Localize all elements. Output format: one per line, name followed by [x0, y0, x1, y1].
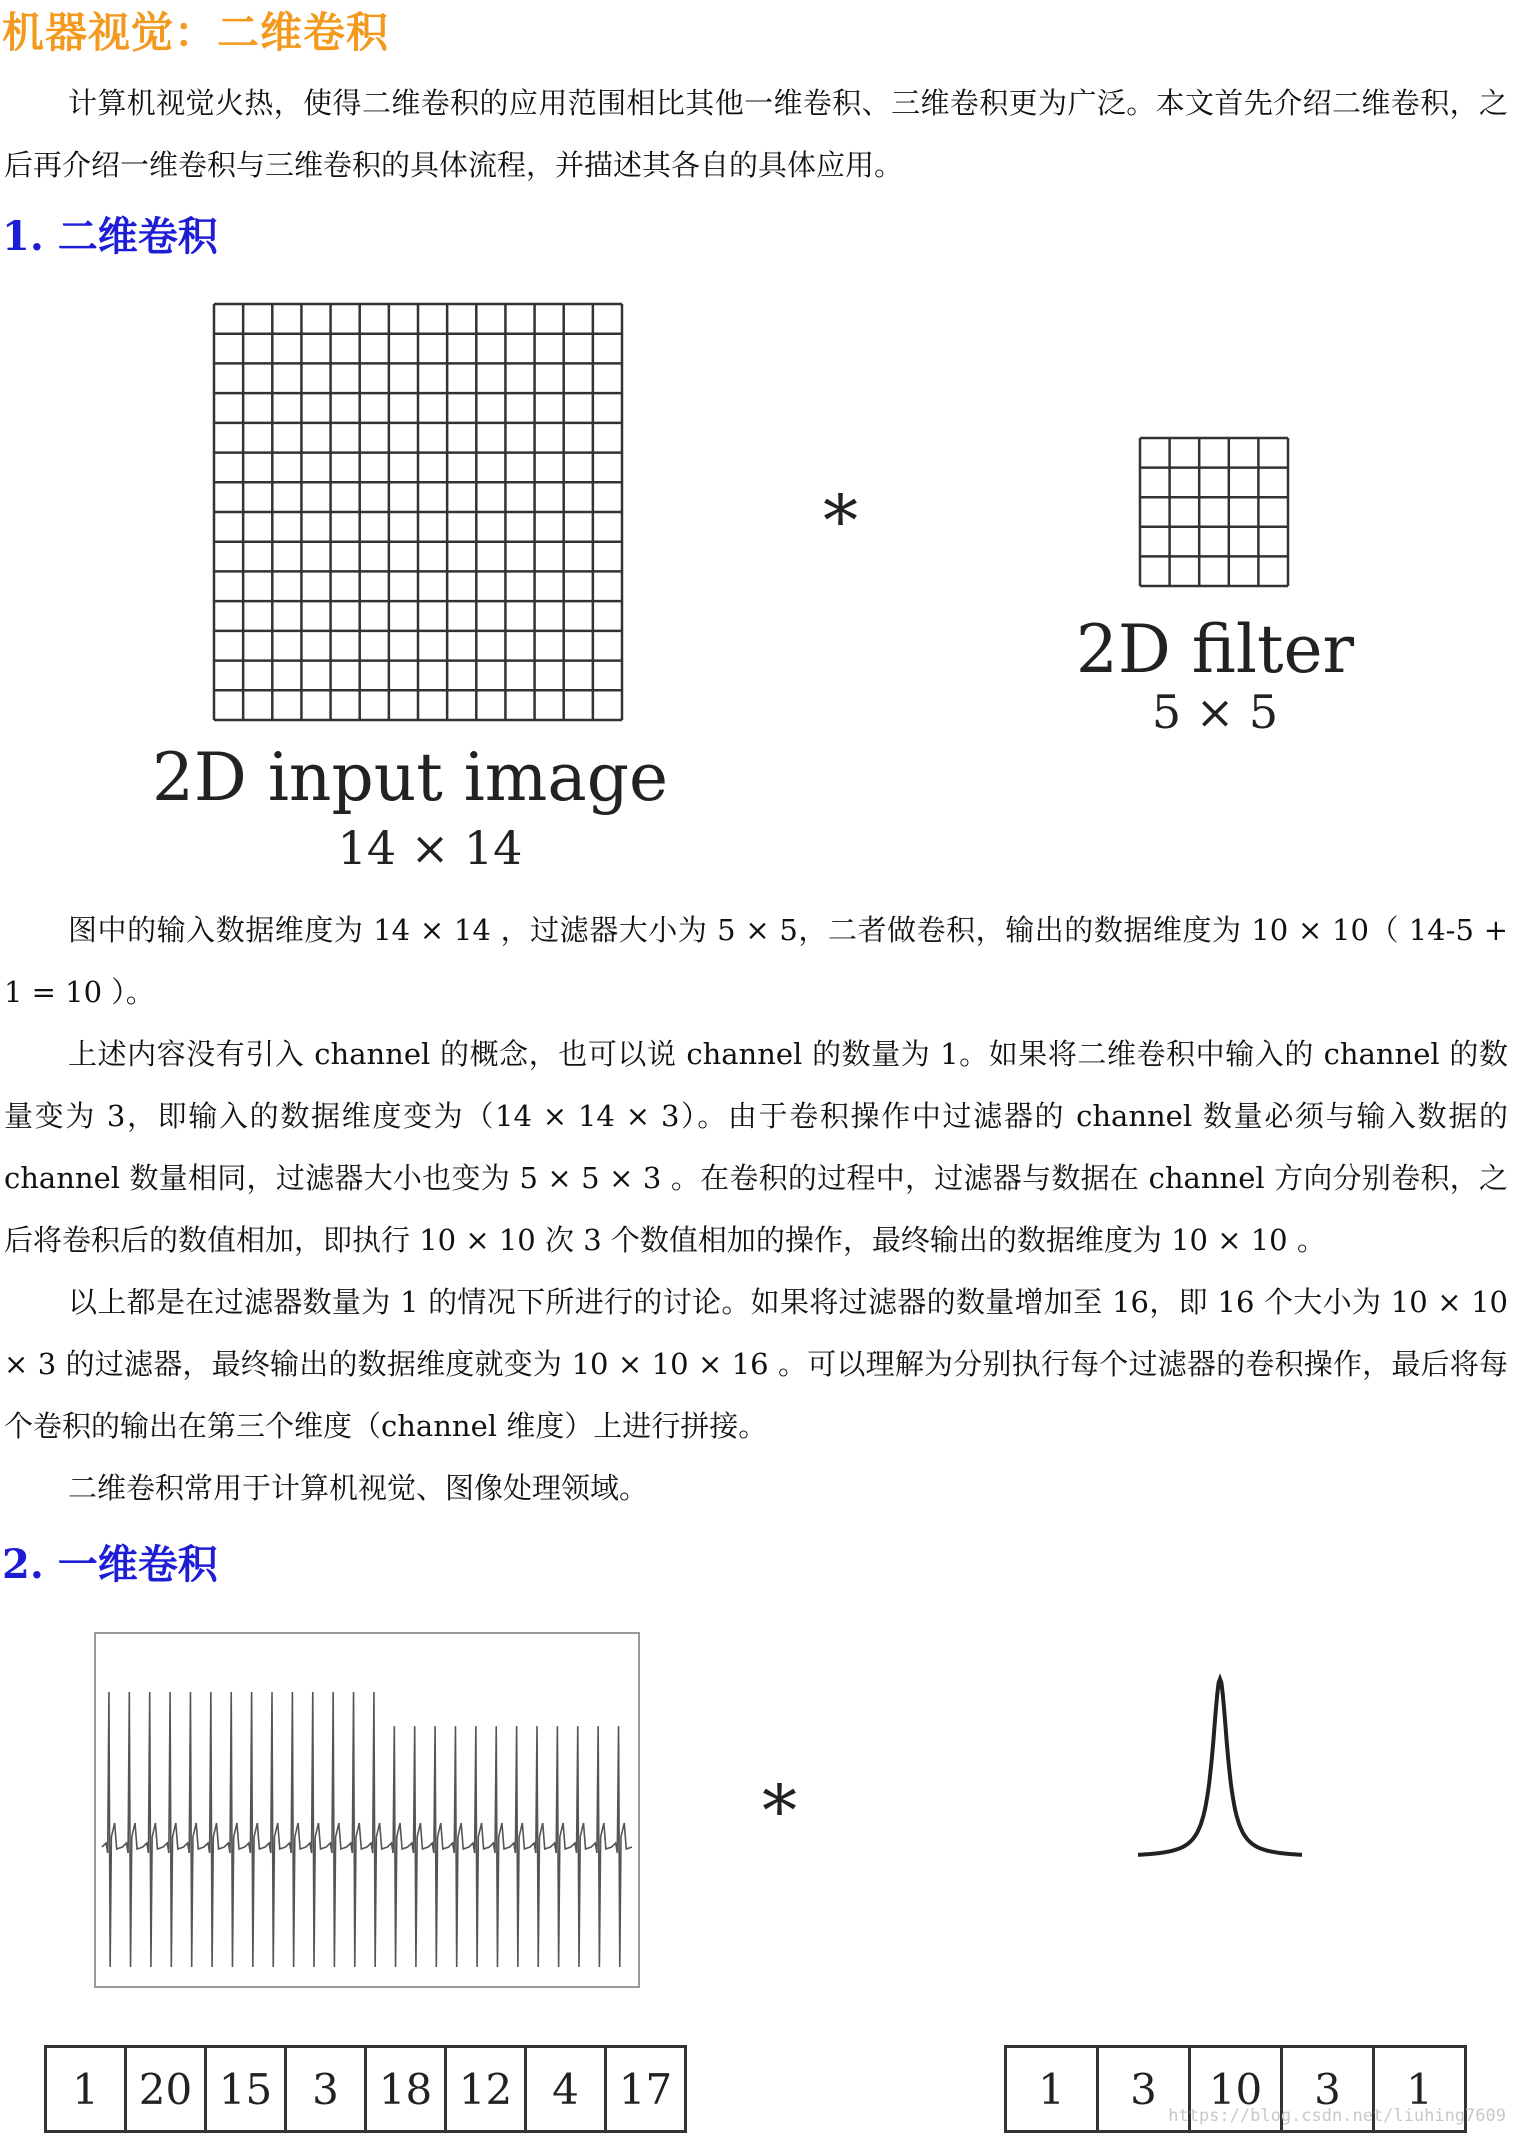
watermark: https://blog.csdn.net/liuhing7609: [1168, 2106, 1506, 2126]
input-image-size: 14 × 14: [337, 821, 523, 875]
cell-value: 1: [1406, 2064, 1433, 2114]
section-1-number: 1.: [2, 213, 44, 260]
cell-value: 4: [552, 2064, 579, 2114]
signal-value-cell: [447, 2048, 527, 2130]
signal-value-cell: [367, 2048, 447, 2130]
section-1-title: 二维卷积: [57, 214, 218, 260]
section-2-heading: [2, 1533, 218, 1590]
signal-value-cell: [607, 2048, 684, 2130]
paragraph-2: 上述内容没有引入 channel 的概念，也可以说 channel 的数量为 1。如果将二维卷积中输入的 channel 的数量变为 3，即输入的数据维度变为（14 × 14 × 3）。由于卷积操作中过滤器的 channel 数量必须与输入数据的 channel 数量相同，过滤器大小也变为 5 × 5 × 3 。在卷积的过程中，过滤器与数据在 channel 方向分别卷积，之后将卷积后的数值相加，即执行 10 × 10 次 3 个数值相加的操作，最终输出的数据维度为 10 × 10 。: [4, 1037, 1508, 1257]
filter-grid: [1138, 436, 1290, 588]
intro-paragraph: 计算机视觉火热，使得二维卷积的应用范围相比其他一维卷积、三维卷积更为广泛。本文首先介绍二维卷积，之后再介绍一维卷积与三维卷积的具体流程，并描述其各自的具体应用。: [4, 86, 1508, 182]
gaussian-kernel-curve: [1130, 1665, 1310, 1875]
signal-value-cell: [127, 2048, 207, 2130]
cell-value: 12: [458, 2064, 513, 2114]
filter-label: 2D filter: [1075, 611, 1355, 688]
cell-value: 18: [378, 2064, 433, 2114]
convolution-operator: *: [823, 480, 858, 562]
signal-value-cell: [527, 2048, 607, 2130]
cell-value: 20: [138, 2064, 193, 2114]
input-image-grid: [212, 302, 624, 722]
cell-value: 17: [618, 2064, 673, 2114]
convolution-operator-1d: *: [762, 1770, 797, 1852]
input-image-label: 2D input image: [151, 739, 669, 816]
paragraph-4: 二维卷积常用于计算机视觉、图像处理领域。: [68, 1471, 649, 1505]
page-title: 机器视觉：二维卷积: [2, 8, 390, 57]
cell-value: 3: [1314, 2064, 1341, 2114]
cell-value: 15: [218, 2064, 273, 2114]
section-2-title: 一维卷积: [57, 1542, 218, 1588]
filter-size: 5 × 5: [1151, 685, 1279, 739]
section-1-heading: [2, 205, 218, 262]
signal-value-cell: [287, 2048, 367, 2130]
ecg-signal-plot: [94, 1632, 640, 1988]
cell-value: 3: [1130, 2064, 1157, 2114]
cell-value: 1: [72, 2064, 99, 2114]
kernel-curve-line: [1138, 1679, 1302, 1855]
signal-values-row: [44, 2045, 687, 2133]
paragraph-1: 图中的输入数据维度为 14 × 14 ，过滤器大小为 5 × 5，二者做卷积，输出的数据维度为 10 × 10（ 14-5 + 1 = 10 ）。: [4, 913, 1508, 1009]
cell-value: 1: [1038, 2064, 1065, 2114]
signal-value-cell: [207, 2048, 287, 2130]
cell-value: 3: [312, 2064, 339, 2114]
signal-value-cell: [47, 2048, 127, 2130]
cell-value: 10: [1208, 2064, 1263, 2114]
kernel-value-cell: [1007, 2048, 1099, 2130]
section-2-number: 2.: [2, 1541, 44, 1588]
paragraph-3: 以上都是在过滤器数量为 1 的情况下所进行的讨论。如果将过滤器的数量增加至 16，即 16 个大小为 10 × 10 × 3 的过滤器，最终输出的数据维度就变为 10 × 10 × 16 。可以理解为分别执行每个过滤器的卷积操作，最后将每个卷积的输出在第三个维度（channel 维度）上进行拼接。: [4, 1285, 1508, 1443]
